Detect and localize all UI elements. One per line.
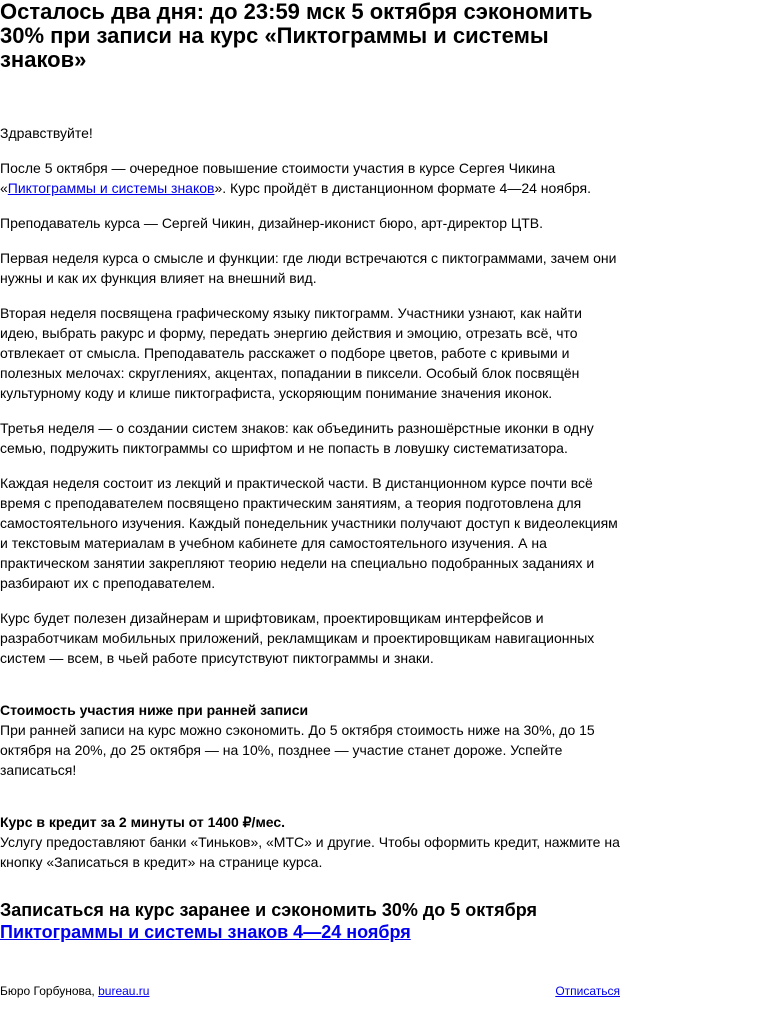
paragraph-audience: Курс будет полезен дизайнерам и шрифтовикам, проектировщикам интерфейсов и разработчикам мобильных приложений, рекламщикам и проектировщикам навигационных систем — всем, в чьей работе присутствуют пиктограммы и знаки. [0,610,595,666]
paragraph-teacher: Преподаватель курса — Сергей Чикин, дизайнер-иконист бюро, арт-директор ЦТВ. [0,215,544,231]
price-section [0,700,620,780]
credit-text: Услугу предоставляют банки «Тиньков», «МТС» и другие. Чтобы оформить кредит, нажмите на кнопку «Записаться в кредит» на странице курса. [0,834,620,870]
paragraph-dates-before: После 5 октября — очередное повышение стоимости участия в курсе Сергея Чикина « [0,160,556,196]
paragraph-week-three: Третья неделя — о создании систем знаков: как объединить разношёрстные иконки в одну семью, подружить пиктограммы со шрифтом и не попасть в ловушку систематизатора. [0,420,594,456]
credit-heading: Курс в кредит за 2 минуты от 1400 ₽/мес. [0,814,286,830]
email-headline: Осталось два дня: до 23:59 мск 5 октября сэкономить 30% при записи на курс «Пиктограммы и системы знаков» [0,0,593,72]
cta-section [0,899,620,943]
cta-course-link[interactable]: Пиктограммы и системы знаков 4—24 ноября [0,922,411,942]
footer-site-link[interactable]: bureau.ru [98,984,150,998]
price-text: При ранней записи на курс можно сэкономить. До 5 октября стоимость ниже на 30%, до 15 октября на 20%, до 25 октября — на 10%, позднее — участие станет дороже. Успейте записаться! [0,722,595,778]
paragraph-week-one: Первая неделя курса о смысле и функции: где люди встречаются с пиктограммами, зачем они нужны и как их функция влияет на внешний вид. [0,250,617,286]
greeting: Здравствуйте! [0,125,93,141]
paragraph-dates-after: ». Курс пройдёт в дистанционном формате 4—24 ноября. [214,180,592,196]
unsubscribe-link[interactable]: Отписаться [555,984,620,998]
credit-section [0,812,620,872]
course-link-inline[interactable]: Пиктограммы и системы знаков [7,180,215,196]
footer-company: Бюро Горбунова, [0,984,99,998]
price-heading: Стоимость участия ниже при ранней записи [0,702,309,718]
paragraph-dates [0,158,620,198]
cta-title: Записаться на курс заранее и сэкономить 30% до 5 октября [0,900,537,920]
paragraph-format: Каждая неделя состоит из лекций и практической части. В дистанционном курсе почти всё время с преподавателем посвящено практическим занятиям, а теория подготовлена для самостоятельного изучения. Каждый понедельник участники получают доступ к видеолекциям и текстовым материалам в учебном кабинете для самостоятельного изучения. А на практическом занятии закрепляют теорию недели на специально подобранных заданиях и разбирают их с преподавателем. [0,475,618,591]
footer [0,983,620,999]
paragraph-week-two: Вторая неделя посвящена графическому языку пиктограмм. Участники узнают, как найти идею, выбрать ракурс и форму, передать энергию действия и эмоцию, отрезать всё, что отвлекает от смысла. Преподаватель расскажет о подборе цветов, работе с кривыми и полезных мелочах: скруглениях, акцентах, попадании в пиксели. Особый блок посвящён культурному коду и клише пиктографиста, ускоряющим понимание значения иконок. [0,305,582,401]
